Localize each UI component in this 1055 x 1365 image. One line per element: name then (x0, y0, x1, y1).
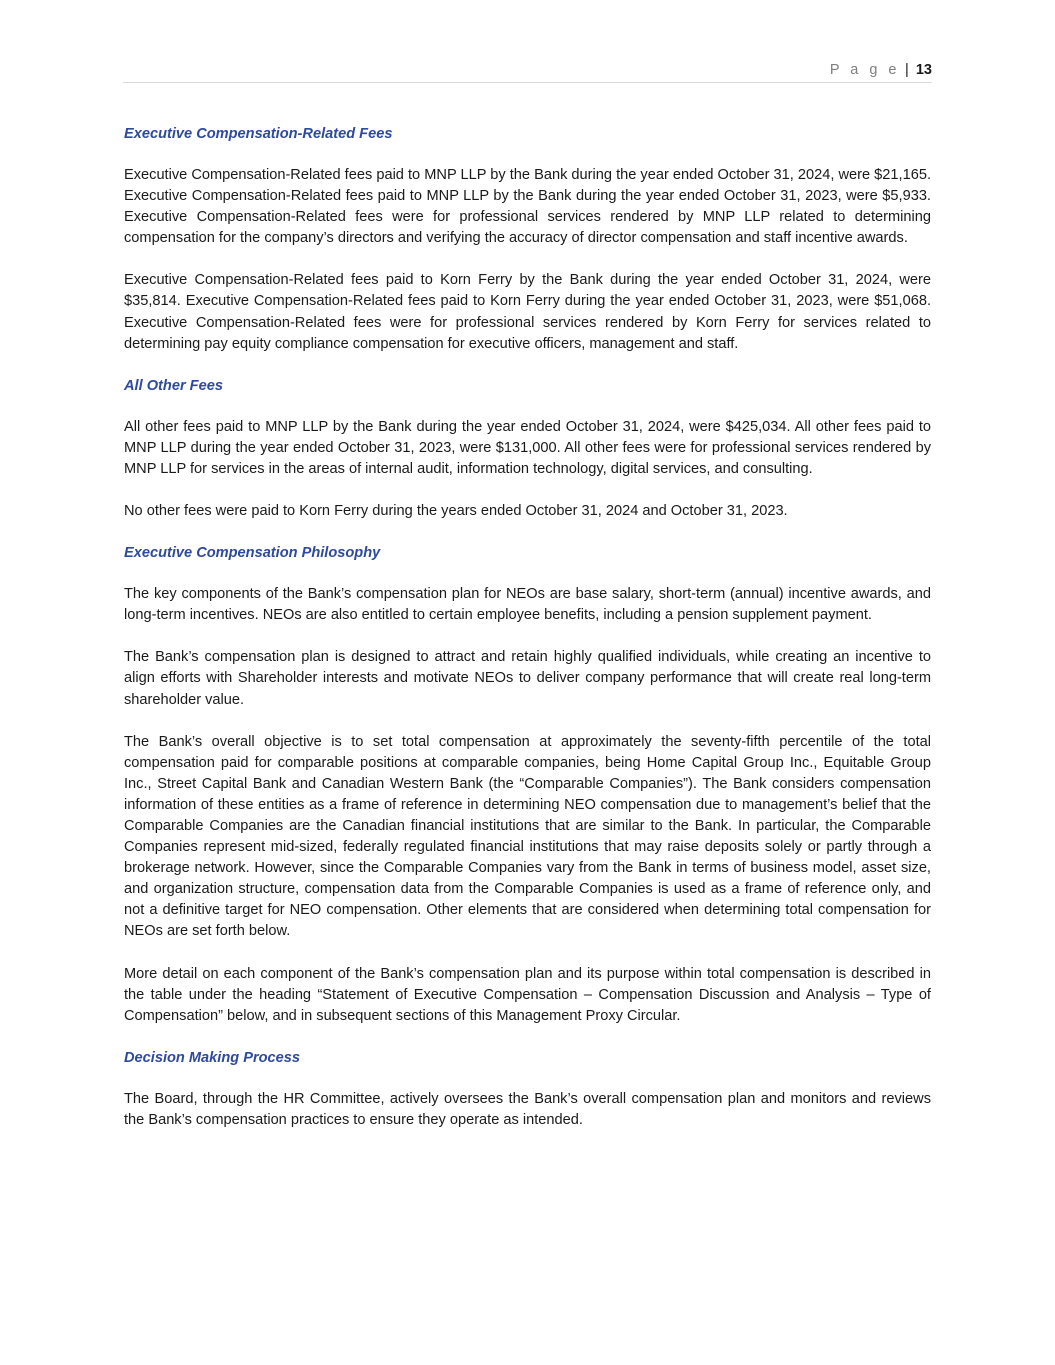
page-number: 13 (915, 62, 932, 78)
section-heading: Decision Making Process (124, 1049, 301, 1066)
paragraph: The Board, through the HR Committee, actively oversees the Bank’s overall compensation plan and monitors and reviews the Bank’s compensation practices to ensure they operate as intended. (124, 1090, 931, 1128)
paragraph: No other fees were paid to Korn Ferry during the years ended October 31, 2024 and October 31, 2023. (124, 503, 788, 520)
paragraph: Executive Compensation-Related fees paid to MNP LLP by the Bank during the year ended October 31, 2024, were $21,165. Executive Compensation-Related fees paid to MNP LLP by the Bank during the year ended October 31, 2023, were $5,933. Executive Compensation-Related fees were for professional services rendered by MNP LLP related to determining compensation for the company’s directors and verifying the accuracy of director compensation and staff incentive awards. (124, 167, 931, 247)
section-all-other-fees (124, 376, 931, 522)
section-heading: Executive Compensation Philosophy (124, 545, 381, 562)
section-executive-compensation-related-fees (124, 124, 931, 355)
paragraph: The Bank’s overall objective is to set total compensation at approximately the seventy-fifth percentile of the total compensation paid for comparable positions at comparable companies, being Home Capital Group Inc., Equitable Group Inc., Street Capital Bank and Canadian Western Bank (the “Comparable Companies”). The Bank considers compensation information of these entities as a frame of reference in determining NEO compensation due to management’s belief that the Comparable Companies are the Canadian financial institutions that are similar to the Bank. In particular, the Comparable Companies represent mid-sized, federally regulated financial institutions that may raise deposits solely or partly through a brokerage network. However, since the Comparable Companies vary from the Bank in terms of business model, asset size, and organization structure, compensation data from the Comparable Companies is used as a frame of reference only, and not a definitive target for NEO compensation. Other elements that are considered when determining total compensation for NEOs are set forth below. (124, 733, 931, 940)
section-heading: All Other Fees (124, 377, 223, 394)
document-body (124, 124, 931, 1152)
section-decision-making-process (124, 1048, 931, 1131)
paragraph: The Bank’s compensation plan is designed to attract and retain highly qualified individuals, while creating an incentive to align efforts with Shareholder interests and motivate NEOs to deliver company performance that will create real long-term shareholder value. (124, 649, 931, 708)
paragraph: All other fees paid to MNP LLP by the Bank during the year ended October 31, 2024, were $425,034. All other fees paid to MNP LLP during the year ended October 31, 2023, were $131,000. All other fees were for professional services rendered by MNP LLP for services in the areas of internal audit, information technology, digital services, and consulting. (124, 418, 931, 477)
paragraph: Executive Compensation-Related fees paid to Korn Ferry by the Bank during the year ended October 31, 2024, were $35,814. Executive Compensation-Related fees paid to Korn Ferry during the year ended October 31, 2023, were $51,068. Executive Compensation-Related fees were for professional services rendered by Korn Ferry for services related to determining pay equity compliance compensation for executive officers, management and staff. (124, 272, 931, 352)
page-label: P a g e (829, 62, 901, 78)
paragraph: The key components of the Bank’s compensation plan for NEOs are base salary, short-term (annual) incentive awards, and long-term incentives. NEOs are also entitled to certain employee benefits, including a pension supplement payment. (124, 586, 931, 624)
section-executive-compensation-philosophy (124, 543, 931, 1027)
section-heading: Executive Compensation-Related Fees (124, 126, 393, 142)
paragraph: More detail on each component of the Bank’s compensation plan and its purpose within total compensation is described in the table under the heading “Statement of Executive Compensation – Compensation Discussion and Analysis – Type of Compensation” below, and in subsequent sections of this Management Proxy Circular. (124, 965, 931, 1024)
page-separator: | (905, 62, 909, 78)
page-header (123, 58, 932, 83)
